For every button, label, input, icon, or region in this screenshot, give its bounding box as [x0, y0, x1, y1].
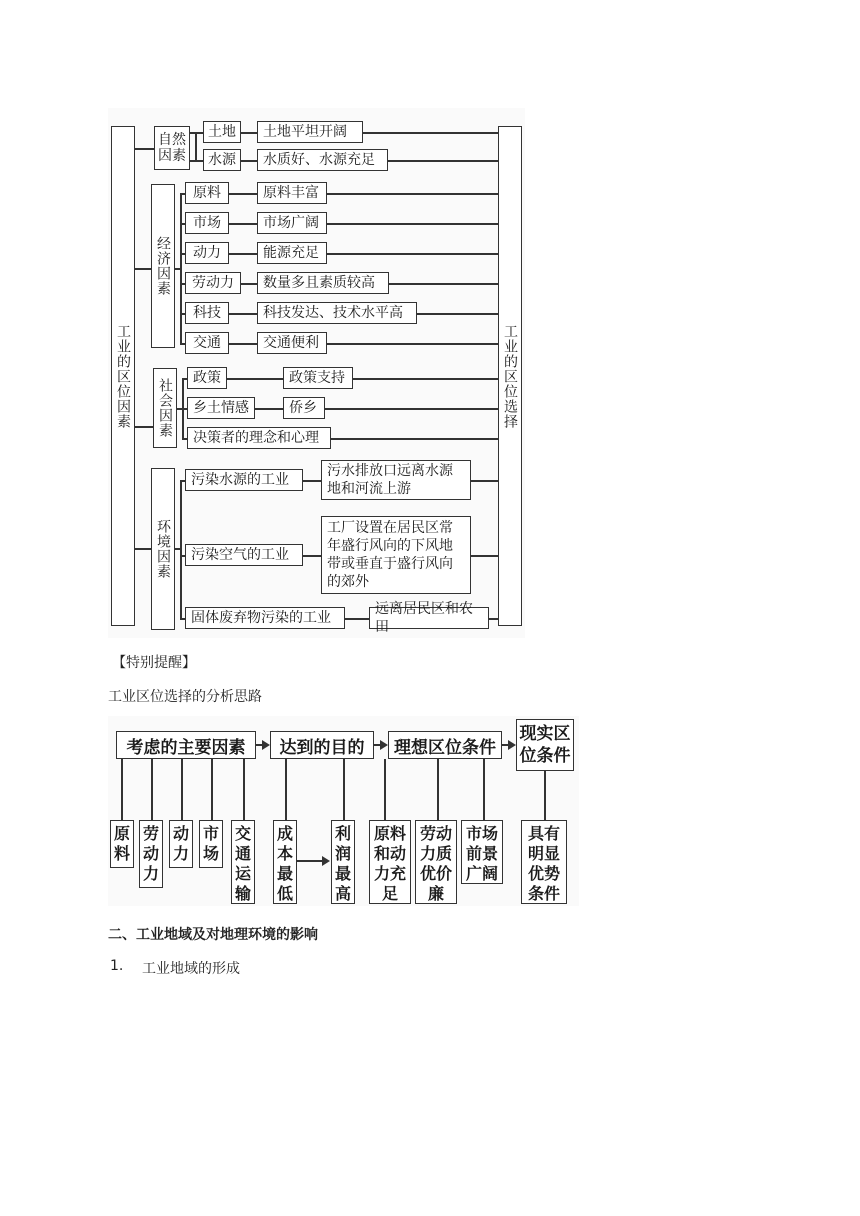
section-heading: 二、工业地域及对地理环境的影响 [108, 927, 318, 943]
stage-goals: 达到的目的 [270, 731, 374, 759]
result-water-pollution: 污水排放口远离水源地和河流上游 [321, 460, 471, 500]
right-label-box: 工业的区位选择 [498, 126, 522, 626]
reality-advantage: 具有明显优势条件 [521, 820, 567, 904]
factor-technology: 科技 [185, 302, 229, 324]
result-technology: 科技发达、技术水平高 [257, 302, 417, 324]
factor-hometown: 乡土情感 [187, 397, 255, 419]
result-labor: 数量多且素质较高 [257, 272, 389, 294]
environment-factors-box: 环境因素 [151, 468, 175, 630]
factor-labor: 劳动力 [139, 820, 163, 888]
result-air-pollution: 工厂设置在居民区常年盛行风向的下风地带或垂直于盛行风向的郊外 [321, 516, 471, 594]
factor-solid-waste: 固体废弃物污染的工业 [185, 607, 345, 629]
factor-transport: 交通 [185, 332, 229, 354]
factor-air-pollution: 污染空气的工业 [185, 544, 303, 566]
factor-power: 动力 [185, 242, 229, 264]
location-factors-diagram [108, 108, 525, 638]
result-market: 市场广阔 [257, 212, 327, 234]
item-number: 1. [110, 958, 124, 974]
result-power: 能源充足 [257, 242, 327, 264]
result-solid-waste: 远离居民区和农田 [369, 607, 489, 629]
economic-factors-box: 经济因素 [151, 184, 175, 348]
result-raw-material: 原料丰富 [257, 182, 327, 204]
factor-water: 水源 [203, 149, 241, 171]
condition-labor: 劳动力质优价廉 [415, 820, 457, 904]
result-water: 水质好、水源充足 [257, 149, 388, 171]
result-land: 土地平坦开阔 [257, 121, 363, 143]
analysis-flow-diagram [108, 716, 579, 906]
natural-factors-box: 自然因素 [154, 126, 190, 170]
stage-real-conditions: 现实区位条件 [516, 719, 574, 771]
factor-transport: 交通运输 [231, 820, 255, 904]
result-transport: 交通便利 [257, 332, 327, 354]
stage-main-factors: 考虑的主要因素 [116, 731, 256, 759]
factor-raw-material: 原料 [185, 182, 229, 204]
goal-highest-profit: 利润最高 [331, 820, 355, 904]
factor-market: 市场 [185, 212, 229, 234]
goal-lowest-cost: 成本最低 [273, 820, 297, 904]
factor-labor: 劳动力 [185, 272, 241, 294]
factor-policy: 政策 [187, 367, 227, 389]
factor-market: 市场 [199, 820, 223, 868]
result-hometown: 侨乡 [283, 397, 325, 419]
factor-power: 动力 [169, 820, 193, 868]
factor-land: 土地 [203, 121, 241, 143]
stage-ideal-conditions: 理想区位条件 [388, 731, 502, 759]
factor-decision-maker: 决策者的理念和心理 [187, 427, 331, 449]
condition-raw-power: 原料和动力充足 [369, 820, 411, 904]
factor-raw-material: 原料 [110, 820, 134, 868]
factor-water-pollution: 污染水源的工业 [185, 469, 303, 491]
special-reminder: 【特别提醒】 [112, 655, 196, 671]
condition-market: 市场前景广阔 [461, 820, 503, 884]
left-label-box: 工业的区位因素 [111, 126, 135, 626]
result-policy: 政策支持 [283, 367, 353, 389]
social-factors-box: 社会因素 [153, 368, 177, 448]
analysis-title: 工业区位选择的分析思路 [108, 689, 262, 705]
item-text: 工业地域的形成 [142, 961, 240, 977]
